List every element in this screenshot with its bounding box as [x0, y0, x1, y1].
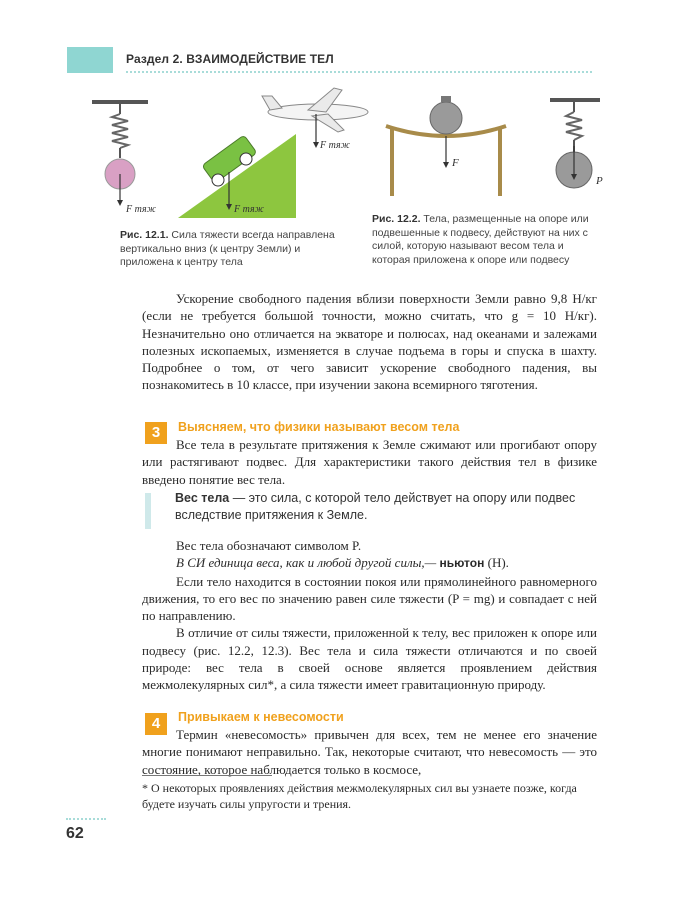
spring-ball-figure [92, 100, 148, 206]
figure-caption-12-2 [372, 213, 602, 267]
force-label: F тяж [320, 140, 350, 151]
definition-text: — это сила, с которой тело действует на опору или подвес вследствие притяжения к Земле. [175, 491, 576, 522]
airplane-figure [262, 88, 368, 148]
section-header-title: Раздел 2. ВЗАИМОДЕЙСТВИЕ ТЕЛ [126, 52, 334, 66]
section-color-block [67, 47, 113, 73]
spring-metal-ball-figure [550, 98, 600, 188]
figure-label: Рис. 12.2. [372, 213, 421, 225]
force-label: F тяж [234, 204, 264, 215]
figure-caption-text: Тела, размещенные на опоре или подвешенные к подвесу, действуют на них с силой, которую называют весом тела и которая приложена к опоре или подвесу [372, 213, 589, 266]
force-label: F тяж [126, 204, 156, 215]
section-title: Выясняем, что физики называют весом тела [178, 420, 460, 434]
section-number-badge: 3 [145, 422, 167, 444]
ball-on-support-figure [386, 96, 506, 196]
section4-paragraph: Термин «невесомость» привычен для всех, тем не менее его значение многие понимают неправильно. Так, некоторые считают, что невесомость — это состояние, которое наблюдается только в космосе, [142, 727, 597, 777]
definition-marker [145, 493, 151, 529]
section3-body: Вес тела обозначают символом P. В СИ единица веса, как и любой другой силы,— ньютон (Н). Если тело находится в состоянии покоя или прямолинейного равномерного движения, то его вес по значению равен силе тяжести (P = mg) и совпадает с ней по направлению. В отличие от силы тяжести, приложенной к телу, вес приложен к опоре или подвесу (рис. 12.2, 12.3). Вес тела и сила тяжести отличаются и по своей природе: вес тела в своей основе является проявлением действия межмолекулярных сил*, а сила тяжести имеет гравитационную природу. [142, 538, 597, 693]
page-number: 62 [66, 825, 84, 842]
page-number-divider [66, 818, 106, 820]
intro-paragraph: Ускорение свободного падения вблизи поверхности Земли равно 9,8 Н/кг (если не требуется большой точности, можно считать, что g = 10 Н/кг). Незначительно оно отличается на экваторе и полюсах, над океанами и залежами полезных ископаемых, изменяется в случае подъема в горы и спуска в шахту. Подробнее о том, от чего зависит ускорение свободного падения, вы познакомитесь в 10 классе, при изучении закона всемирного тяготения. [142, 291, 597, 393]
header-divider [126, 71, 592, 73]
figures-illustration [86, 86, 606, 228]
section-title: Привыкаем к невесомости [178, 710, 344, 724]
footnote-divider [142, 775, 272, 776]
footnote: * О некоторых проявлениях действия межмолекулярных сил вы узнаете позже, когда будете изучать силы упругости и трения. [142, 781, 577, 811]
section3-paragraph: Все тела в результате притяжения к Земле сжимают или прогибают опору или растягивают подвес. Для характеристики такого действия тел в физике введено понятие вес тела. [142, 437, 597, 487]
force-label: F [452, 157, 459, 169]
figure-label: Рис. 12.1. [120, 229, 169, 241]
force-label: P [596, 175, 603, 187]
figure-caption-12-1 [120, 229, 348, 270]
figure-caption-text: Сила тяжести всегда направлена вертикально вниз (к центру Земли) и приложена к центру тела [120, 229, 335, 268]
definition-term: Вес тела [175, 491, 230, 505]
definition-box [175, 490, 595, 524]
section-number-badge: 4 [145, 713, 167, 735]
